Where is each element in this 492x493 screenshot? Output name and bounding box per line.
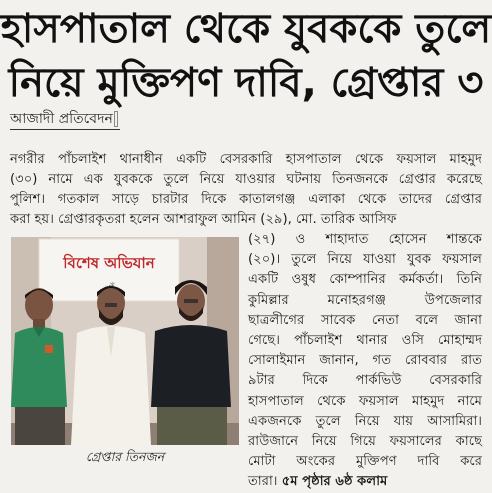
article-line: একটি ওষুধ কোম্পানির কর্মকর্তা। তিনি: [248, 272, 482, 288]
article-final-text: তারা।: [248, 474, 278, 490]
article-line: পুলিশ। গতকাল সাড়ে চারটার দিকে কাতালগঞ্জ এলাকা থেকে তাদের গ্রেপ্তার: [10, 192, 482, 207]
article-line: (২৭) ও শাহাদাত হোসেন শান্তকে: [248, 232, 482, 247]
headline-line-2: নিয়ে মুক্তিপণ দাবি, গ্রেপ্তার ৩: [8, 60, 484, 106]
headline-line-1: হাসপাতাল থেকে যুবককে তুলে: [0, 6, 492, 52]
article-line: মোটা অংকের মুক্তিপণ দাবি করে: [248, 454, 482, 470]
article-line: গেছে। পাঁচলাইশ থানার ওসি মোহাম্মদ: [248, 333, 482, 349]
article-line: (২০)। তুলে নিয়ে যাওয়া যুবক ফয়সাল: [248, 252, 482, 268]
article-final-line: [248, 472, 482, 492]
news-photo: [11, 237, 239, 445]
byline: আজাদী প্রতিবেদন: [10, 109, 120, 130]
article-column: [248, 230, 482, 493]
headline: [0, 2, 492, 110]
article-line: ৯টার দিকে পার্কভিউ বেসরকারি: [248, 373, 482, 389]
article-line: সোলাইমান জানান, গত রোববার রাত: [248, 353, 482, 369]
article-line: হাসপাতাল থেকে ফয়সাল মাহমুদ নামে: [248, 393, 482, 409]
article-line: করা হয়। গ্রেপ্তারকৃতরা হলেন আশরাফুল আমিন (২৯), মো. তারিক আসিফ: [10, 212, 397, 227]
article-line: নগরীর পাঁচলাইশ থানাধীন একটি বেসরকারি হাসপাতাল থেকে ফয়সাল মাহমুদ: [10, 152, 482, 167]
photo-caption: গ্রেপ্তার তিনজন: [85, 449, 165, 464]
article-line: একজনকে তুলে নিয়ে যায় আসামিরা।: [248, 413, 482, 429]
banner-text: বিশেষ অভিযান: [63, 254, 155, 272]
news-photo-image: [11, 237, 239, 445]
article-lead: [10, 150, 482, 230]
article-line: রাউজানে নিয়ে গিয়ে ফয়সালের কাছে: [248, 434, 482, 450]
article-line: কুমিল্লার মনোহরগঞ্জ উপজেলার: [248, 292, 482, 308]
article-line: ছাত্রলীগের সাবেক নেতা বলে জানা: [248, 312, 482, 328]
article-line: (৩০) নামে এক যুবককে তুলে নিয়ে যাওয়ার ঘটনায় তিনজনকে গ্রেপ্তার করেছে: [10, 172, 482, 187]
continuation-reference[interactable]: ৫ম পৃষ্ঠার ৬ষ্ঠ কলাম: [281, 474, 388, 490]
